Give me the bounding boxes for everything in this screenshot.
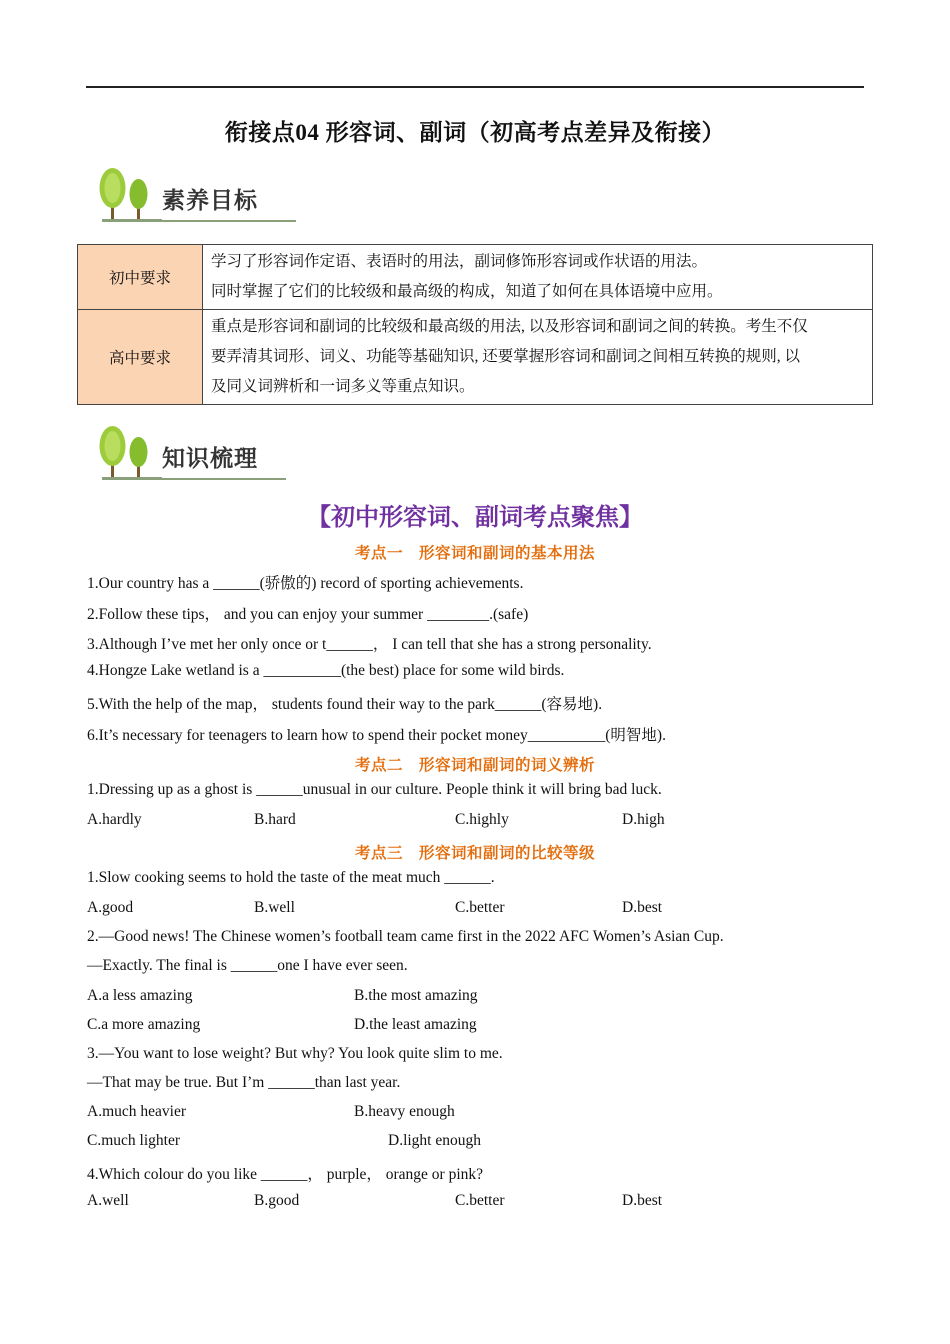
requirement-line: 要弄清其词形、词义、功能等基础知识, 还要掌握形容词和副词之间相互转换的规则, 以 <box>211 348 801 365</box>
kaodian-heading: 考点一 形容词和副词的基本用法 <box>354 545 595 562</box>
option: C.better <box>455 1192 505 1209</box>
question-line: 5.With the help of the map， students found their way to the park______(容易地). <box>87 696 603 713</box>
question-line: 6.It’s necessary for teenagers to learn how to spend their pocket money__________(明智地). <box>87 727 666 744</box>
section-title: 素养目标 <box>162 188 258 214</box>
requirement-text <box>203 310 873 405</box>
question-line: —That may be true. But I’m ______than last year. <box>87 1074 401 1091</box>
document-title: 衔接点04 形容词、副词（初高考点差异及衔接） <box>224 120 726 145</box>
tree-icon <box>96 424 166 482</box>
requirement-line: 同时掌握了它们的比较级和最高级的构成，知道了如何在具体语境中应用。 <box>211 283 723 300</box>
option: D.the least amazing <box>354 1016 477 1033</box>
question-line: 1.Dressing up as a ghost is ______unusual in our culture. People think it will bring bad luck. <box>87 781 662 798</box>
requirement-line: 重点是形容词和副词的比较级和最高级的用法, 以及形容词和副词之间的转换。考生不仅 <box>211 318 808 335</box>
requirement-line: 及同义词辨析和一词多义等重点知识。 <box>211 378 475 395</box>
option: D.light enough <box>388 1132 481 1149</box>
option: C.highly <box>455 811 509 828</box>
option: B.the most amazing <box>354 987 478 1004</box>
kaodian-heading: 考点三 形容词和副词的比较等级 <box>354 845 595 862</box>
requirement-label: 初中要求 <box>78 245 203 310</box>
option: A.a less amazing <box>87 987 193 1004</box>
requirement-text <box>203 245 873 310</box>
requirement-label: 高中要求 <box>78 310 203 405</box>
option: B.good <box>254 1192 300 1209</box>
question-line: 3.Although I’ve met her only once or t______， I can tell that she has a strong personality. <box>87 636 652 653</box>
question-line: 2.Follow these tips， and you can enjoy your summer ________.(safe) <box>87 606 529 623</box>
topic-banner: 【初中形容词、副词考点聚焦】 <box>307 505 643 531</box>
kaodian-heading: 考点二 形容词和副词的词义辨析 <box>354 757 595 774</box>
question-line: 2.—Good news! The Chinese women’s football team came first in the 2022 AFC Women’s Asian Cup. <box>87 928 724 945</box>
option: B.hard <box>254 811 296 828</box>
option: B.well <box>254 899 295 916</box>
option: B.heavy enough <box>354 1103 455 1120</box>
question-line: 3.—You want to lose weight? But why? You look quite slim to me. <box>87 1045 503 1062</box>
option: C.better <box>455 899 505 916</box>
section-title: 知识梳理 <box>162 446 258 472</box>
section-header-goals <box>96 166 306 224</box>
question-line: 1.Slow cooking seems to hold the taste of the meat much ______. <box>87 869 495 886</box>
option: A.much heavier <box>87 1103 186 1120</box>
option: C.much lighter <box>87 1132 180 1149</box>
section-underline <box>126 478 286 480</box>
question-line: 1.Our country has a ______(骄傲的) record of sporting achievements. <box>87 575 524 592</box>
option: D.best <box>622 1192 663 1209</box>
section-underline <box>126 220 296 222</box>
section-header-knowledge <box>96 424 306 482</box>
option: D.best <box>622 899 663 916</box>
option: A.good <box>87 899 134 916</box>
top-rule <box>86 86 864 88</box>
question-line: —Exactly. The final is ______one I have ever seen. <box>87 957 408 974</box>
requirement-line: 学习了形容词作定语、表语时的用法，副词修饰形容词或作状语的用法。 <box>211 253 708 270</box>
question-line: 4.Hongze Lake wetland is a __________(the best) place for some wild birds. <box>87 662 565 679</box>
question-line: 4.Which colour do you like ______， purple， orange or pink? <box>87 1166 484 1183</box>
option: A.hardly <box>87 811 142 828</box>
option: C.a more amazing <box>87 1016 201 1033</box>
tree-icon <box>96 166 166 224</box>
table-row <box>78 310 873 405</box>
option: A.well <box>87 1192 129 1209</box>
option: D.high <box>622 811 665 828</box>
requirements-table <box>77 244 873 405</box>
table-row <box>78 245 873 310</box>
